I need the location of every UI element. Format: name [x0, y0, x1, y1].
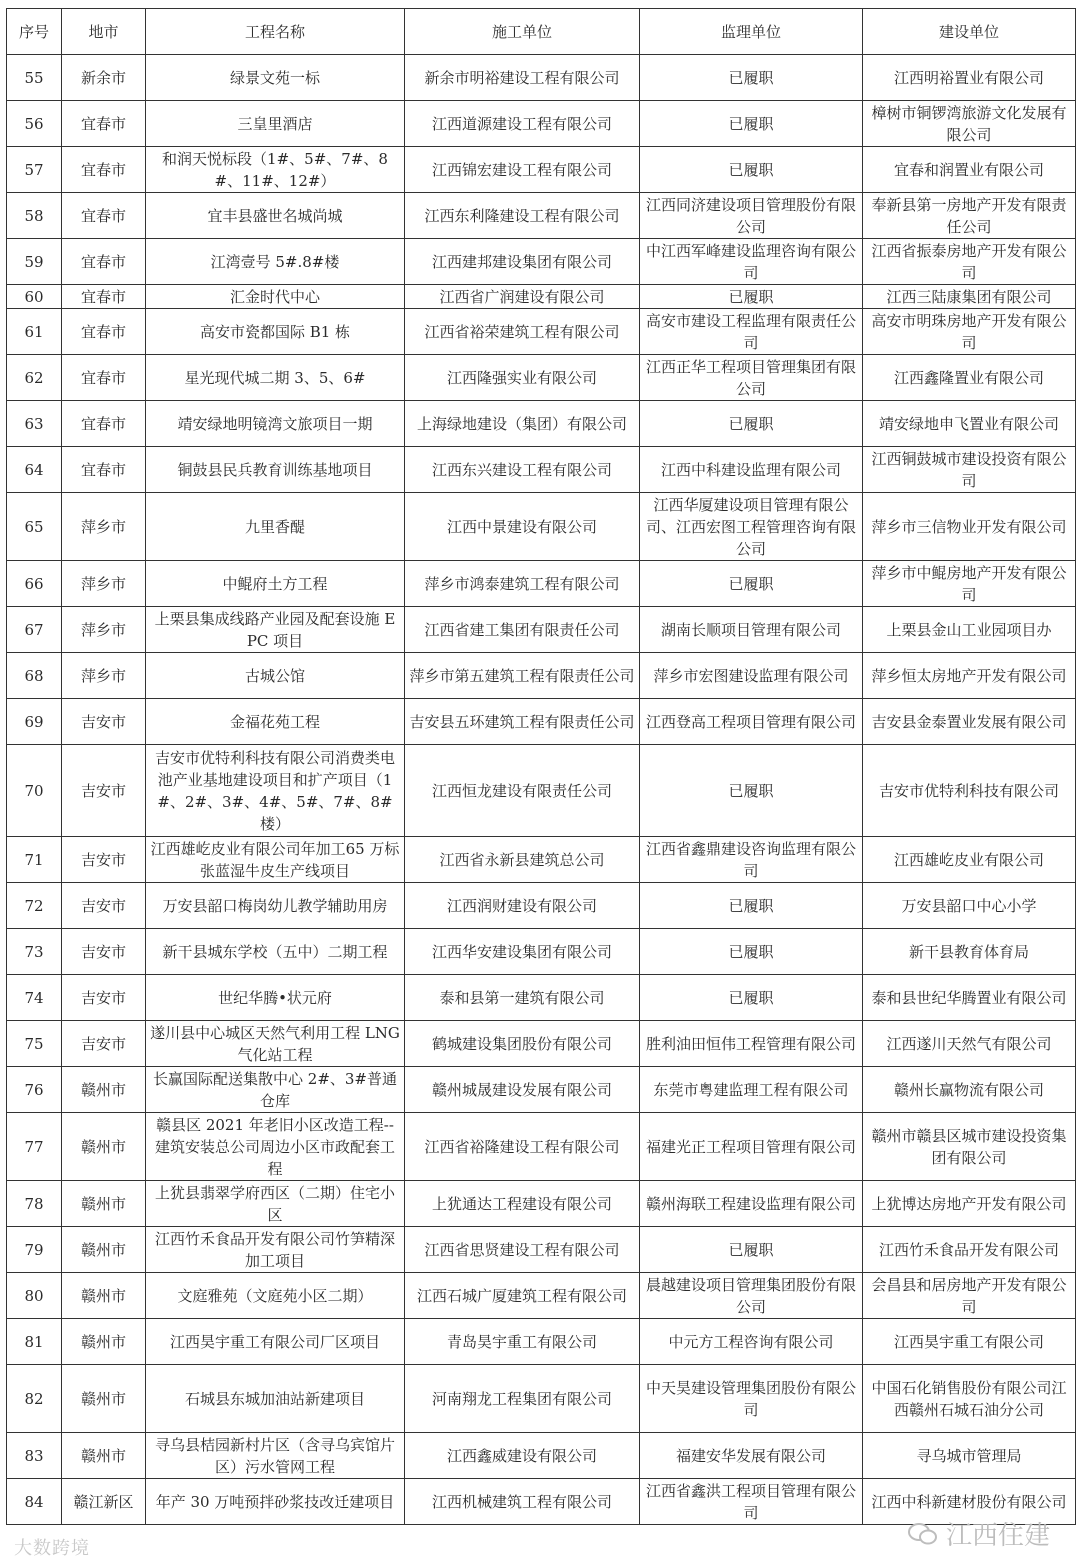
- cell-builder: 河南翔龙工程集团有限公司: [405, 1365, 640, 1433]
- cell-builder: 江西锦宏建设工程有限公司: [405, 147, 640, 193]
- cell-no: 81: [7, 1319, 62, 1365]
- table-row: [7, 1227, 1076, 1273]
- cell-owner: 江西竹禾食品开发有限公司: [863, 1227, 1076, 1273]
- cell-supervisor: 已履职: [640, 401, 863, 447]
- cell-project: 中鲲府土方工程: [146, 561, 405, 607]
- cell-city: 吉安市: [62, 745, 146, 837]
- cell-city: 赣州市: [62, 1319, 146, 1365]
- cell-supervisor: 已履职: [640, 55, 863, 101]
- cell-city: 吉安市: [62, 1021, 146, 1067]
- cell-no: 74: [7, 975, 62, 1021]
- cell-builder: 泰和县第一建筑有限公司: [405, 975, 640, 1021]
- table-row: [7, 1067, 1076, 1113]
- cell-owner: 新干县教育体育局: [863, 929, 1076, 975]
- cell-supervisor: 江西华厦建设项目管理有限公司、江西宏图工程管理咨询有限公司: [640, 493, 863, 561]
- cell-city: 赣州市: [62, 1227, 146, 1273]
- cell-supervisor: 东莞市粤建监理工程有限公司: [640, 1067, 863, 1113]
- cell-no: 83: [7, 1433, 62, 1479]
- cell-builder: 江西隆强实业有限公司: [405, 355, 640, 401]
- cell-city: 萍乡市: [62, 607, 146, 653]
- cell-builder: 吉安县五环建筑工程有限责任公司: [405, 699, 640, 745]
- cell-project: 新干县城东学校（五中）二期工程: [146, 929, 405, 975]
- cell-supervisor: 已履职: [640, 101, 863, 147]
- cell-owner: 泰和县世纪华腾置业有限公司: [863, 975, 1076, 1021]
- cell-no: 73: [7, 929, 62, 975]
- cell-supervisor: 胜利油田恒伟工程管理有限公司: [640, 1021, 863, 1067]
- table-row: [7, 147, 1076, 193]
- col-header-project: 工程名称: [146, 9, 405, 55]
- cell-project: 江西雄屹皮业有限公司年加工65 万标张蓝湿牛皮生产线项目: [146, 837, 405, 883]
- cell-project: 长赢国际配送集散中心 2#、3#普通仓库: [146, 1067, 405, 1113]
- cell-no: 78: [7, 1181, 62, 1227]
- cell-project: 文庭雅苑（文庭苑小区二期）: [146, 1273, 405, 1319]
- cell-project: 九里香醍: [146, 493, 405, 561]
- cell-no: 56: [7, 101, 62, 147]
- cell-owner: 江西昊宇重工有限公司: [863, 1319, 1076, 1365]
- cell-builder: 江西机械建筑工程有限公司: [405, 1479, 640, 1525]
- cell-project: 上栗县集成线路产业园及配套设施 EPC 项目: [146, 607, 405, 653]
- table-header-row: [7, 9, 1076, 55]
- cell-supervisor: 中天昊建设管理集团股份有限公司: [640, 1365, 863, 1433]
- cell-builder: 赣州城晟建设发展有限公司: [405, 1067, 640, 1113]
- cell-project: 赣县区 2021 年老旧小区改造工程--建筑安装总公司周边小区市政配套工程: [146, 1113, 405, 1181]
- table-row: [7, 1433, 1076, 1479]
- table-row: [7, 309, 1076, 355]
- cell-no: 70: [7, 745, 62, 837]
- wechat-icon: [908, 1522, 938, 1546]
- cell-supervisor: 江西省鑫洪工程项目管理有限公司: [640, 1479, 863, 1525]
- cell-builder: 江西道源建设工程有限公司: [405, 101, 640, 147]
- col-header-no: 序号: [7, 9, 62, 55]
- cell-owner: 奉新县第一房地产开发有限责任公司: [863, 193, 1076, 239]
- cell-builder: 萍乡市第五建筑工程有限责任公司: [405, 653, 640, 699]
- cell-owner: 上栗县金山工业园项目办: [863, 607, 1076, 653]
- cell-supervisor: 江西中科建设监理有限公司: [640, 447, 863, 493]
- cell-owner: 江西遂川天然气有限公司: [863, 1021, 1076, 1067]
- cell-owner: 江西明裕置业有限公司: [863, 55, 1076, 101]
- cell-supervisor: 福建光正工程项目管理有限公司: [640, 1113, 863, 1181]
- cell-owner: 樟树市铜锣湾旅游文化发展有限公司: [863, 101, 1076, 147]
- cell-builder: 鹤城建设集团股份有限公司: [405, 1021, 640, 1067]
- table-row: [7, 561, 1076, 607]
- table-row: [7, 285, 1076, 309]
- cell-builder: 上犹通达工程建设有限公司: [405, 1181, 640, 1227]
- cell-no: 64: [7, 447, 62, 493]
- cell-supervisor: 江西同济建设项目管理股份有限公司: [640, 193, 863, 239]
- table-row: [7, 1273, 1076, 1319]
- cell-owner: 靖安绿地申飞置业有限公司: [863, 401, 1076, 447]
- cell-owner: 江西中科新建材股份有限公司: [863, 1479, 1076, 1525]
- cell-no: 79: [7, 1227, 62, 1273]
- cell-supervisor: 萍乡市宏图建设监理有限公司: [640, 653, 863, 699]
- cell-no: 59: [7, 239, 62, 285]
- table-row: [7, 1113, 1076, 1181]
- cell-owner: 吉安县金泰置业发展有限公司: [863, 699, 1076, 745]
- cell-no: 77: [7, 1113, 62, 1181]
- cell-supervisor: 赣州海联工程建设监理有限公司: [640, 1181, 863, 1227]
- cell-project: 古城公馆: [146, 653, 405, 699]
- cell-no: 55: [7, 55, 62, 101]
- cell-owner: 高安市明珠房地产开发有限公司: [863, 309, 1076, 355]
- cell-project: 铜鼓县民兵教育训练基地项目: [146, 447, 405, 493]
- cell-supervisor: 已履职: [640, 285, 863, 309]
- cell-city: 吉安市: [62, 929, 146, 975]
- cell-supervisor: 高安市建设工程监理有限责任公司: [640, 309, 863, 355]
- cell-supervisor: 已履职: [640, 561, 863, 607]
- cell-owner: 江西雄屹皮业有限公司: [863, 837, 1076, 883]
- cell-owner: 上犹博达房地产开发有限公司: [863, 1181, 1076, 1227]
- cell-city: 吉安市: [62, 883, 146, 929]
- cell-no: 69: [7, 699, 62, 745]
- cell-no: 76: [7, 1067, 62, 1113]
- col-header-supervisor: 监理单位: [640, 9, 863, 55]
- table-row: [7, 607, 1076, 653]
- cell-city: 赣州市: [62, 1273, 146, 1319]
- cell-owner: 会昌县和居房地产开发有限公司: [863, 1273, 1076, 1319]
- table-row: [7, 101, 1076, 147]
- cell-owner: 萍乡市三信物业开发有限公司: [863, 493, 1076, 561]
- cell-no: 68: [7, 653, 62, 699]
- watermark-left: 大数跨境: [14, 1538, 90, 1559]
- col-header-owner: 建设单位: [863, 9, 1076, 55]
- cell-builder: 江西省广润建设有限公司: [405, 285, 640, 309]
- cell-builder: 上海绿地建设（集团）有限公司: [405, 401, 640, 447]
- cell-no: 66: [7, 561, 62, 607]
- cell-builder: 江西润财建设有限公司: [405, 883, 640, 929]
- cell-no: 82: [7, 1365, 62, 1433]
- cell-city: 萍乡市: [62, 653, 146, 699]
- table-row: [7, 447, 1076, 493]
- cell-no: 75: [7, 1021, 62, 1067]
- cell-no: 71: [7, 837, 62, 883]
- cell-project: 绿景文苑一标: [146, 55, 405, 101]
- cell-city: 萍乡市: [62, 493, 146, 561]
- cell-project: 江西竹禾食品开发有限公司竹笋精深加工项目: [146, 1227, 405, 1273]
- table-row: [7, 653, 1076, 699]
- cell-no: 72: [7, 883, 62, 929]
- cell-project: 江西昊宇重工有限公司厂区项目: [146, 1319, 405, 1365]
- cell-city: 赣州市: [62, 1433, 146, 1479]
- cell-project: 金福花苑工程: [146, 699, 405, 745]
- cell-supervisor: 中江西军峰建设监理咨询有限公司: [640, 239, 863, 285]
- cell-builder: 江西省永新县建筑总公司: [405, 837, 640, 883]
- cell-city: 宜春市: [62, 239, 146, 285]
- cell-supervisor: 已履职: [640, 929, 863, 975]
- cell-builder: 江西东兴建设工程有限公司: [405, 447, 640, 493]
- watermark-right: [908, 1515, 1050, 1552]
- cell-owner: 赣州市赣县区城市建设投资集团有限公司: [863, 1113, 1076, 1181]
- table-row: [7, 1021, 1076, 1067]
- cell-supervisor: 江西正华工程项目管理集团有限公司: [640, 355, 863, 401]
- table-row: [7, 1181, 1076, 1227]
- cell-no: 57: [7, 147, 62, 193]
- table-row: [7, 837, 1076, 883]
- cell-supervisor: 已履职: [640, 1227, 863, 1273]
- cell-city: 宜春市: [62, 147, 146, 193]
- table-row: [7, 929, 1076, 975]
- cell-builder: 青岛昊宇重工有限公司: [405, 1319, 640, 1365]
- cell-builder: 江西省裕荣建筑工程有限公司: [405, 309, 640, 355]
- cell-project: 吉安市优特利科技有限公司消费类电池产业基地建设项目和扩产项目（1#、2#、3#、4#、5#、7#、8#楼）: [146, 745, 405, 837]
- cell-city: 宜春市: [62, 193, 146, 239]
- cell-owner: 万安县韶口中心小学: [863, 883, 1076, 929]
- cell-project: 和润天悦标段（1#、5#、7#、8#、11#、12#）: [146, 147, 405, 193]
- watermark-right-text: 江西住建: [945, 1521, 1050, 1551]
- table-row: [7, 1319, 1076, 1365]
- cell-project: 寻乌县桔园新村片区（含寻乌宾馆片区）污水管网工程: [146, 1433, 405, 1479]
- project-table: [6, 8, 1076, 1525]
- cell-no: 60: [7, 285, 62, 309]
- cell-supervisor: 江西省鑫鼎建设咨询监理有限公司: [640, 837, 863, 883]
- table-row: [7, 1365, 1076, 1433]
- col-header-city: 地市: [62, 9, 146, 55]
- cell-owner: 江西铜鼓城市建设投资有限公司: [863, 447, 1076, 493]
- cell-owner: 萍乡恒太房地产开发有限公司: [863, 653, 1076, 699]
- table-row: [7, 55, 1076, 101]
- cell-supervisor: 福建安华发展有限公司: [640, 1433, 863, 1479]
- cell-supervisor: 湖南长顺项目管理有限公司: [640, 607, 863, 653]
- cell-city: 宜春市: [62, 447, 146, 493]
- cell-owner: 江西鑫隆置业有限公司: [863, 355, 1076, 401]
- cell-owner: 赣州长赢物流有限公司: [863, 1067, 1076, 1113]
- cell-owner: 中国石化销售股份有限公司江西赣州石城石油分公司: [863, 1365, 1076, 1433]
- cell-supervisor: 已履职: [640, 147, 863, 193]
- cell-owner: 宜春和润置业有限公司: [863, 147, 1076, 193]
- cell-city: 新余市: [62, 55, 146, 101]
- cell-project: 高安市瓷都国际 B1 栋: [146, 309, 405, 355]
- cell-no: 80: [7, 1273, 62, 1319]
- cell-city: 萍乡市: [62, 561, 146, 607]
- cell-project: 星光现代城二期 3、5、6#: [146, 355, 405, 401]
- cell-project: 汇金时代中心: [146, 285, 405, 309]
- cell-city: 赣州市: [62, 1181, 146, 1227]
- cell-project: 宜丰县盛世名城尚城: [146, 193, 405, 239]
- cell-city: 赣州市: [62, 1365, 146, 1433]
- cell-supervisor: 已履职: [640, 975, 863, 1021]
- cell-no: 65: [7, 493, 62, 561]
- cell-project: 万安县韶口梅岗幼儿教学辅助用房: [146, 883, 405, 929]
- cell-city: 宜春市: [62, 401, 146, 447]
- cell-owner: 江西省振泰房地产开发有限公司: [863, 239, 1076, 285]
- cell-city: 宜春市: [62, 101, 146, 147]
- cell-project: 石城县东城加油站新建项目: [146, 1365, 405, 1433]
- table-row: [7, 745, 1076, 837]
- cell-builder: 江西省建工集团有限责任公司: [405, 607, 640, 653]
- cell-owner: 江西三陆康集团有限公司: [863, 285, 1076, 309]
- cell-owner: 萍乡市中鲲房地产开发有限公司: [863, 561, 1076, 607]
- cell-no: 58: [7, 193, 62, 239]
- cell-no: 84: [7, 1479, 62, 1525]
- table-row: [7, 975, 1076, 1021]
- cell-owner: 寻乌城市管理局: [863, 1433, 1076, 1479]
- cell-project: 三皇里酒店: [146, 101, 405, 147]
- cell-project: 江湾壹号 5#.8#楼: [146, 239, 405, 285]
- cell-city: 赣州市: [62, 1067, 146, 1113]
- cell-project: 年产 30 万吨预拌砂浆技改迁建项目: [146, 1479, 405, 1525]
- cell-builder: 萍乡市鸿泰建筑工程有限公司: [405, 561, 640, 607]
- cell-project: 靖安绿地明镜湾文旅项目一期: [146, 401, 405, 447]
- table-row: [7, 883, 1076, 929]
- cell-city: 宜春市: [62, 285, 146, 309]
- cell-builder: 江西石城广厦建筑工程有限公司: [405, 1273, 640, 1319]
- cell-builder: 新余市明裕建设工程有限公司: [405, 55, 640, 101]
- cell-project: 世纪华腾•状元府: [146, 975, 405, 1021]
- cell-builder: 江西恒龙建设有限责任公司: [405, 745, 640, 837]
- cell-city: 赣江新区: [62, 1479, 146, 1525]
- cell-supervisor: 江西登高工程项目管理有限公司: [640, 699, 863, 745]
- cell-no: 67: [7, 607, 62, 653]
- cell-builder: 江西中景建设有限公司: [405, 493, 640, 561]
- cell-supervisor: 晨越建设项目管理集团股份有限公司: [640, 1273, 863, 1319]
- cell-builder: 江西省思贤建设工程有限公司: [405, 1227, 640, 1273]
- cell-project: 上犹县翡翠学府西区（二期）住宅小区: [146, 1181, 405, 1227]
- cell-no: 62: [7, 355, 62, 401]
- cell-city: 赣州市: [62, 1113, 146, 1181]
- cell-builder: 江西鑫威建设有限公司: [405, 1433, 640, 1479]
- table-row: [7, 493, 1076, 561]
- cell-builder: 江西建邦建设集团有限公司: [405, 239, 640, 285]
- table-row: [7, 699, 1076, 745]
- cell-builder: 江西东利隆建设工程有限公司: [405, 193, 640, 239]
- table-row: [7, 401, 1076, 447]
- cell-city: 宜春市: [62, 355, 146, 401]
- cell-city: 宜春市: [62, 309, 146, 355]
- table-row: [7, 239, 1076, 285]
- cell-supervisor: 已履职: [640, 745, 863, 837]
- cell-builder: 江西省裕隆建设工程有限公司: [405, 1113, 640, 1181]
- cell-no: 61: [7, 309, 62, 355]
- cell-city: 吉安市: [62, 699, 146, 745]
- cell-owner: 吉安市优特利科技有限公司: [863, 745, 1076, 837]
- cell-city: 吉安市: [62, 837, 146, 883]
- cell-city: 吉安市: [62, 975, 146, 1021]
- cell-supervisor: 中元方工程咨询有限公司: [640, 1319, 863, 1365]
- col-header-builder: 施工单位: [405, 9, 640, 55]
- table-row: [7, 193, 1076, 239]
- table-row: [7, 355, 1076, 401]
- cell-supervisor: 已履职: [640, 883, 863, 929]
- cell-project: 遂川县中心城区天然气利用工程 LNG 气化站工程: [146, 1021, 405, 1067]
- cell-no: 63: [7, 401, 62, 447]
- cell-builder: 江西华安建设集团有限公司: [405, 929, 640, 975]
